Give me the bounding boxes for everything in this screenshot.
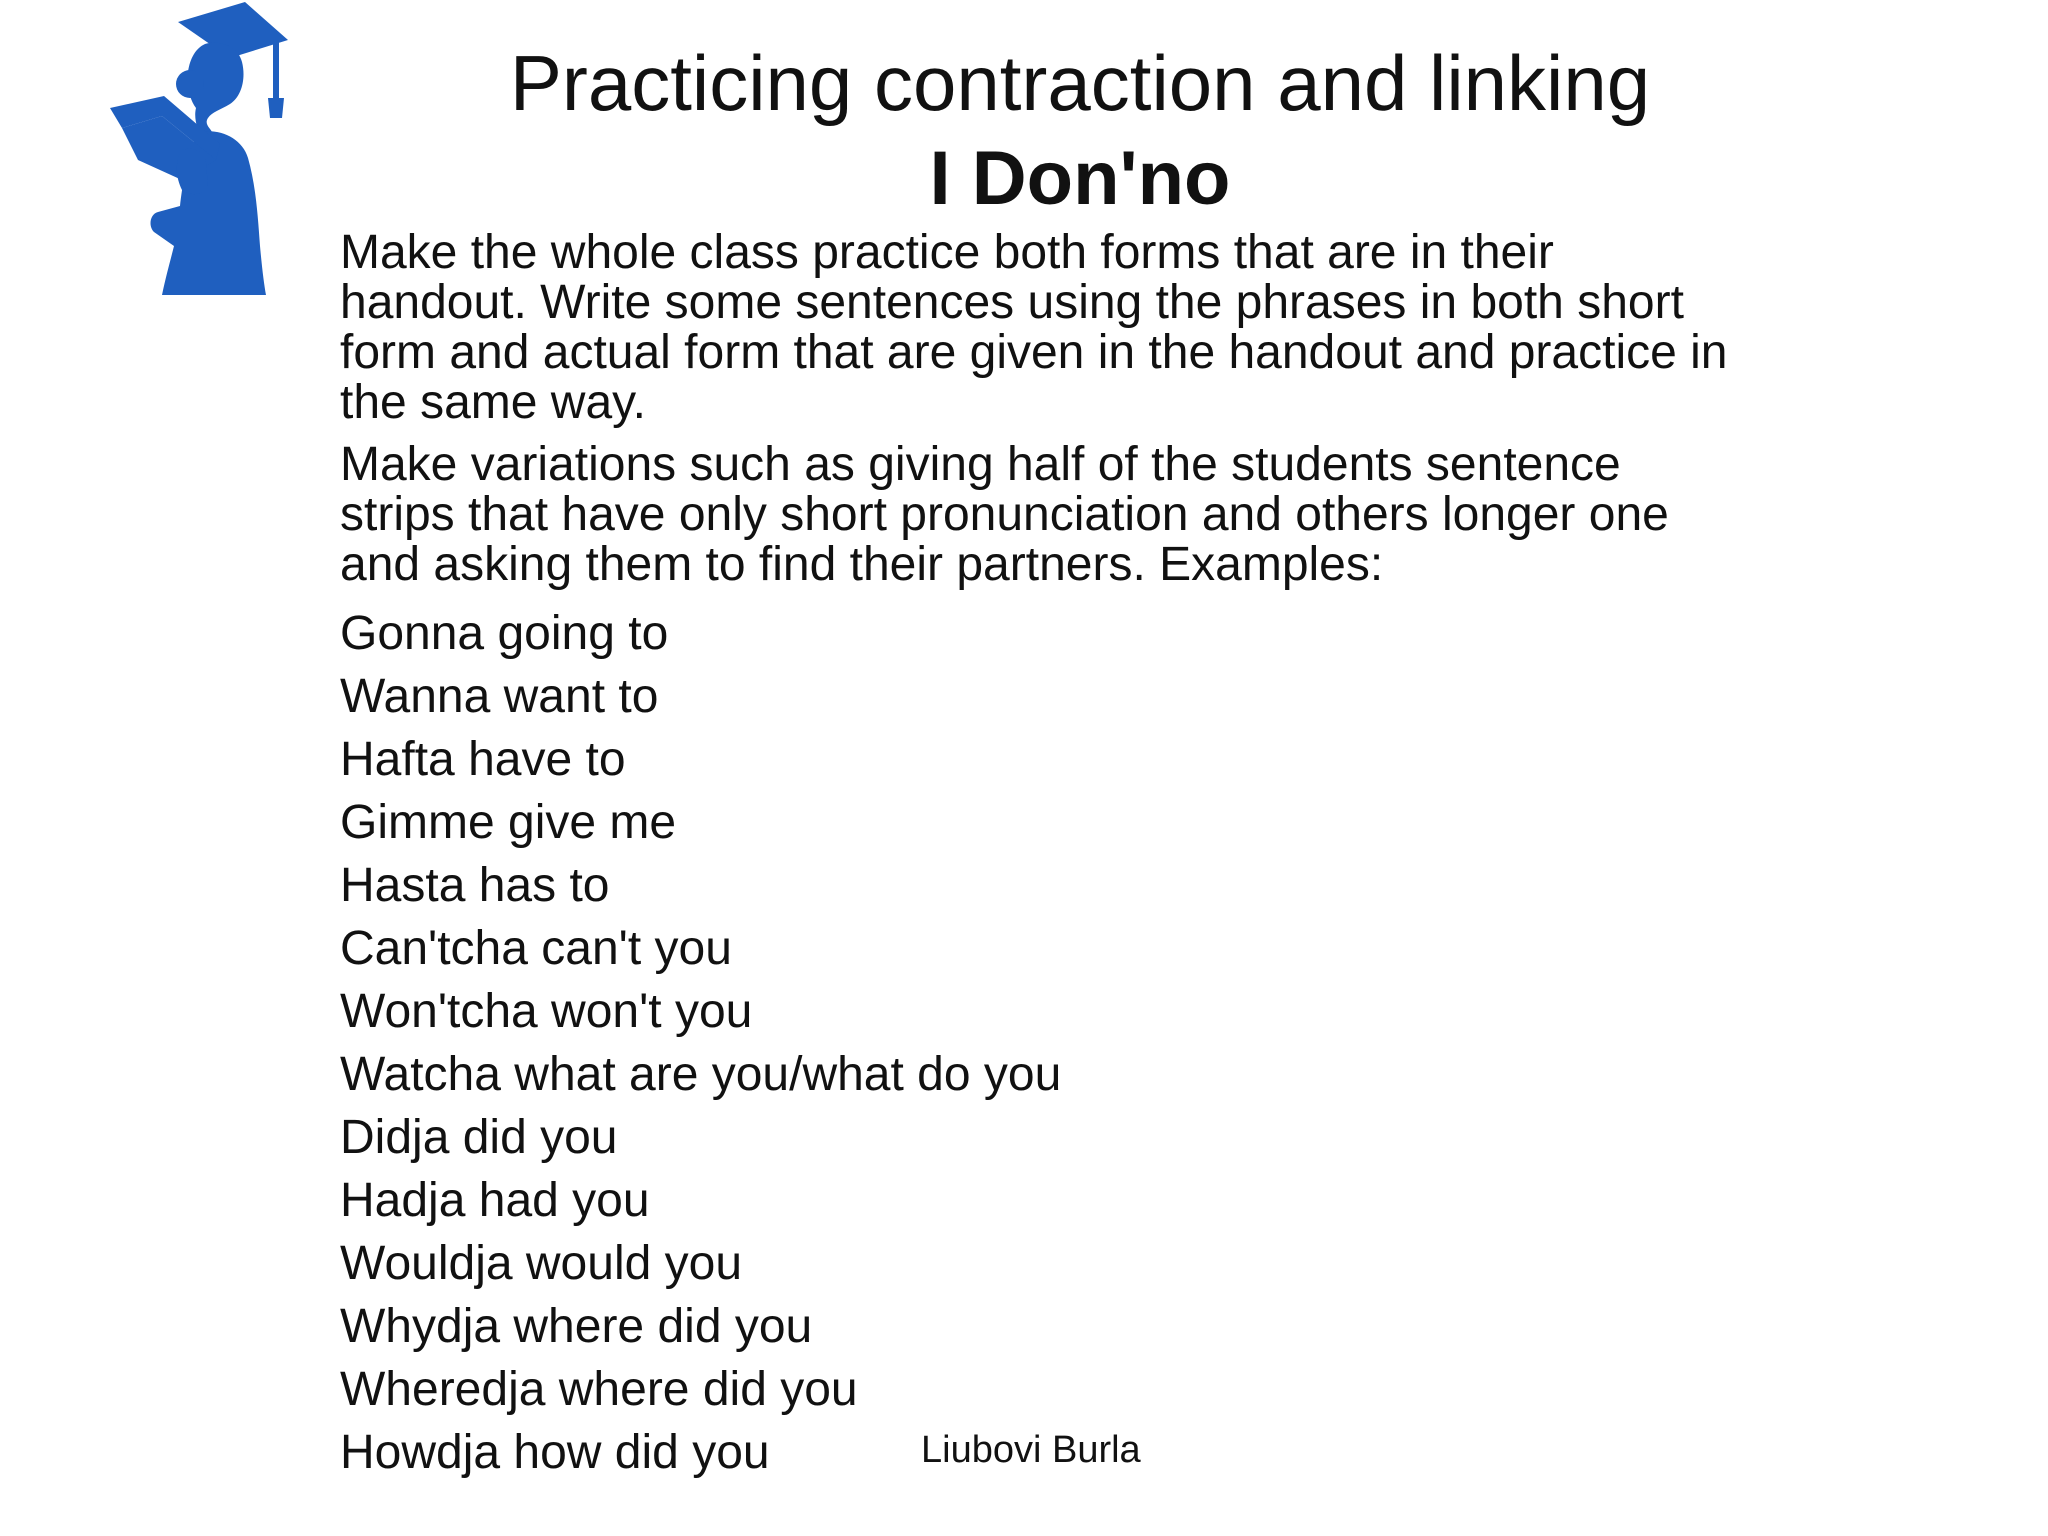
list-item: Wouldja would you [340, 1237, 743, 1290]
list-item: Wheredja where did you [340, 1363, 858, 1416]
list-item: Watcha what are you/what do you [340, 1048, 1062, 1101]
instruction-paragraph: Make the whole class practice both forms that are in their handout. Write some sentences using the phrases in both short form and actual form that are given in the handout and practice in the same way. [340, 226, 1728, 429]
examples-list [340, 602, 1740, 1484]
list-item: Didja did you [340, 1111, 618, 1164]
list-item: Wanna want to [340, 670, 659, 723]
slide-body [340, 228, 1740, 1484]
list-item: Hadja had you [340, 1174, 650, 1227]
list-item: Hasta has to [340, 859, 610, 912]
list-item: Gimme give me [340, 796, 677, 849]
author-credit: Liubovi Burla [921, 1429, 1141, 1471]
list-item: Whydja where did you [340, 1300, 813, 1353]
slide-title: Practicing contraction and linking [509, 39, 1651, 127]
list-item: Won'tcha won't you [340, 985, 753, 1038]
list-item: Gonna going to [340, 607, 669, 660]
list-item: Howdja how did you [340, 1426, 770, 1479]
variation-paragraph: Make variations such as giving half of the students sentence strips that have only short pronunciation and others longer one and asking them to find their partners. Examples: [340, 438, 1669, 591]
list-item: Can'tcha can't you [340, 922, 732, 975]
list-item: Hafta have to [340, 733, 626, 786]
slide-subtitle: I Don'no [929, 136, 1231, 221]
